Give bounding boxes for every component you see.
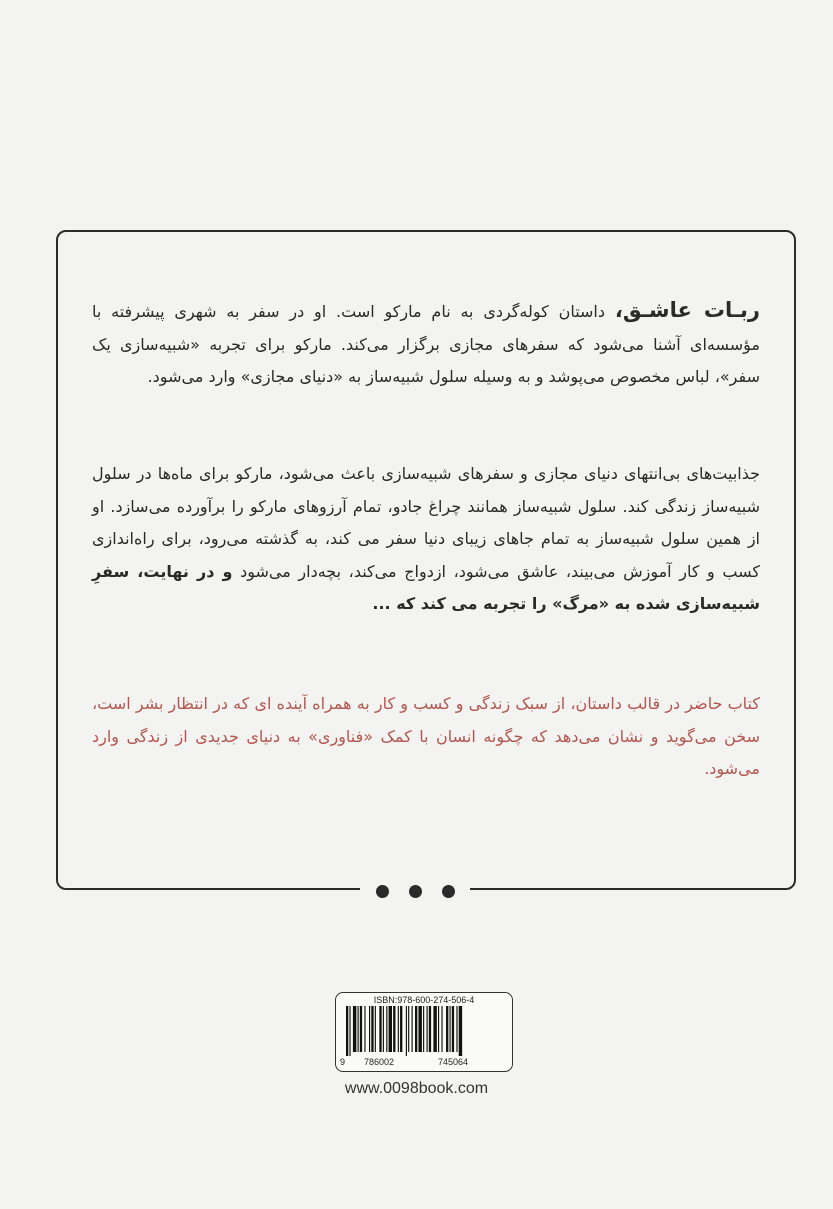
barcode-digits-right: 745064 [438, 1057, 469, 1067]
barcode-bar [353, 1006, 356, 1052]
barcode-bar [427, 1006, 428, 1052]
barcode-bar [364, 1006, 365, 1052]
barcode-bar [408, 1006, 409, 1052]
barcode-bar [346, 1006, 348, 1056]
barcode-box [335, 992, 513, 1072]
dot-icon [376, 885, 389, 898]
barcode-bar [398, 1006, 399, 1052]
synopsis-text-2-bold: و در نهایت، سفرِ شبیه‌سازی شده به «مرگ» را تجربه می کند که ... [92, 561, 760, 613]
synopsis-paragraph-2 [92, 458, 760, 621]
barcode-bar [393, 1006, 395, 1052]
barcode-bar [383, 1006, 384, 1052]
barcode-bar [386, 1006, 387, 1052]
barcode-bar [369, 1006, 370, 1052]
website-url: www.0098book.com [344, 1080, 489, 1097]
barcode-bar [418, 1006, 421, 1052]
barcode-bar [349, 1006, 350, 1056]
synopsis-text-1: داستان کوله‌گردی به نام مارکو است. او در سفر به شهری پیشرفته با مؤسسه‌ای آشنا می‌شود که سفرهای مجازی برگزار می‌کند. مارکو برای تجربه «شبیه‌سازی یک سفر»، لباس مخصوص می‌پوشد و به وسیله سلول شبیه‌ساز به «دنیای مجازی» وارد می‌شود. [92, 302, 760, 386]
barcode-digits-mid: 786002 [364, 1057, 395, 1067]
barcode-digit-left: 9 [340, 1057, 346, 1067]
dot-icon [442, 885, 455, 898]
barcode-bar [429, 1006, 431, 1052]
barcode-bar [441, 1006, 442, 1052]
synopsis-paragraph-1 [92, 294, 760, 394]
barcode-bar [412, 1006, 413, 1052]
barcode-bar [360, 1006, 362, 1052]
dot-icon [409, 885, 422, 898]
barcode-bar [379, 1006, 381, 1052]
barcode-bar [400, 1006, 402, 1052]
barcode-bar [438, 1006, 439, 1052]
barcode-bar [450, 1006, 451, 1052]
barcode-bar [423, 1006, 424, 1052]
barcode-bar [433, 1006, 436, 1052]
barcode-bar [446, 1006, 448, 1052]
barcode-bar [358, 1006, 359, 1052]
barcode-bar [406, 1006, 407, 1056]
barcode-icon [346, 1006, 504, 1056]
barcode-bar [459, 1006, 462, 1056]
barcode-bar [415, 1006, 417, 1052]
barcode-bar [375, 1006, 376, 1052]
barcode-bar [452, 1006, 454, 1052]
barcode-bar [389, 1006, 392, 1052]
decorative-dots [360, 880, 470, 902]
synopsis-text-2: جذابیت‌های بی‌انتهای دنیای مجازی و سفرهای شبیه‌سازی باعث می‌شود، مارکو برای ماه‌ها در سلول شبیه‌ساز زندگی کند. سلول شبیه‌ساز همانند چراغ جادو، تمام آرزوهای مارکو را برآورده می‌سازد. او از همین سلول شبیه‌ساز به تمام جاهای زیبای دنیا سفر می کند، به گذشته می‌رود، برای راه‌اندازی کسب و کار آموزش می‌بیند، عاشق می‌شود، ازدواج می‌کند، بچه‌دار می‌شود [92, 464, 760, 581]
barcode-bar [456, 1006, 457, 1052]
isbn-label: ISBN:978-600-274-506-4 [373, 995, 475, 1005]
barcode-bar [371, 1006, 373, 1052]
book-summary-paragraph: کتاب حاضر در قالب داستان، از سبک زندگی و کسب و کار به همراه آینده ای که در انتظار بشر است، سخن می‌گوید و نشان می‌دهد که چگونه انسان با کمک «فناوری» به دنیای جدیدی از زندگی وارد می‌شود. [92, 694, 760, 778]
book-title: ربـات عاشـق، [614, 298, 760, 322]
